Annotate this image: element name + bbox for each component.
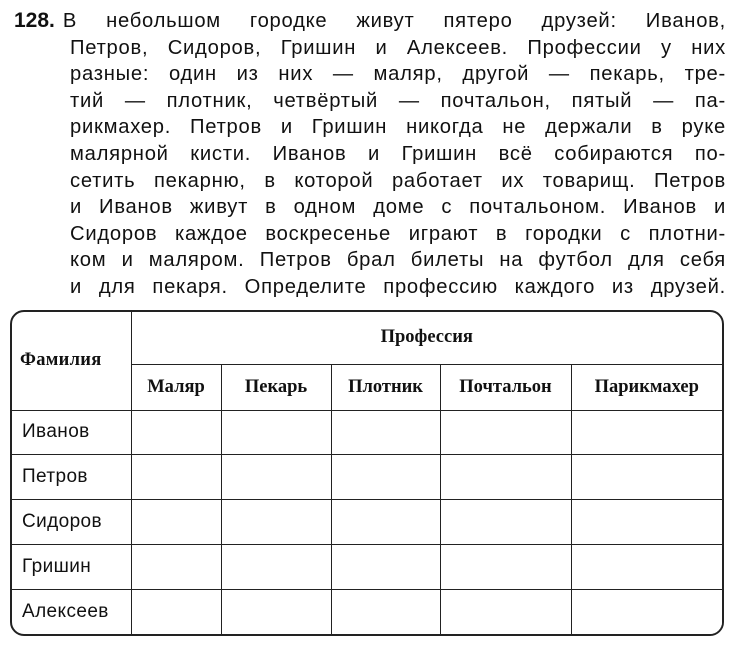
answer-cell[interactable] (440, 410, 571, 455)
problem-text (14, 8, 726, 301)
answer-cell[interactable] (131, 455, 221, 500)
surname-grishin: Гришин (12, 545, 131, 590)
problem-line-3: разные: один из них — маляр, другой — пекарь, тре- (70, 63, 726, 86)
problem-line-6: малярной кисти. Иванов и Гришин всё собираются по- (70, 142, 726, 165)
problem-line-11: и для пекаря. Определите профессию каждого из друзей. (70, 275, 726, 298)
answer-cell[interactable] (571, 545, 722, 590)
surname-petrov: Петров (12, 455, 131, 500)
problem-line-4: тий — плотник, четвёртый — почтальон, пятый — па- (70, 89, 726, 112)
surname-sidorov: Сидоров (12, 500, 131, 545)
answer-cell[interactable] (571, 410, 722, 455)
surname-alekseev: Алексеев (12, 590, 131, 634)
answer-cell[interactable] (221, 455, 331, 500)
problem-line-7: сетить пекарню, в которой работает их товарищ. Петров (70, 169, 726, 192)
answer-cell[interactable] (571, 590, 722, 634)
table-row (12, 500, 722, 545)
surname-header: Фамилия (12, 312, 131, 410)
profession-col-carpenter: Плотник (331, 364, 440, 410)
answer-cell[interactable] (440, 455, 571, 500)
answer-cell[interactable] (440, 500, 571, 545)
answer-cell[interactable] (331, 590, 440, 634)
problem-line-1 (14, 8, 726, 35)
problem-line-8: и Иванов живут в одном доме с почтальоном. Иванов и (70, 196, 726, 219)
answer-cell[interactable] (440, 545, 571, 590)
answer-cell[interactable] (331, 410, 440, 455)
table-row (12, 545, 722, 590)
surname-ivanov: Иванов (12, 410, 131, 455)
answer-cell[interactable] (571, 455, 722, 500)
answer-cell[interactable] (131, 500, 221, 545)
answer-cell[interactable] (131, 590, 221, 634)
table-row (12, 410, 722, 455)
answer-cell[interactable] (331, 545, 440, 590)
answer-cell[interactable] (221, 410, 331, 455)
answer-cell[interactable] (221, 590, 331, 634)
answer-cell[interactable] (221, 545, 331, 590)
table-row (12, 455, 722, 500)
table-row (12, 590, 722, 634)
answer-cell[interactable] (571, 500, 722, 545)
problem-line-5: рикмахер. Петров и Гришин никогда не держали в руке (70, 116, 726, 139)
profession-table (10, 310, 724, 636)
answer-cell[interactable] (131, 410, 221, 455)
profession-col-baker: Пекарь (221, 364, 331, 410)
profession-col-painter: Маляр (131, 364, 221, 410)
answer-cell[interactable] (331, 500, 440, 545)
problem-line-text: В небольшом городке живут пятеро друзей: Иванов, (62, 10, 726, 32)
profession-header: Профессия (131, 312, 722, 364)
problem-number: 128. (14, 9, 55, 32)
profession-col-hairdresser: Парикмахер (571, 364, 722, 410)
answer-cell[interactable] (440, 590, 571, 634)
problem-line-10: ком и маляром. Петров брал билеты на футбол для себя (70, 249, 726, 272)
answer-cell[interactable] (131, 545, 221, 590)
profession-col-postman: Почтальон (440, 364, 571, 410)
answer-cell[interactable] (221, 500, 331, 545)
answer-cell[interactable] (331, 455, 440, 500)
problem-line-2: Петров, Сидоров, Гришин и Алексеев. Профессии у них (70, 36, 726, 59)
problem-line-9: Сидоров каждое воскресенье играют в городки с плотни- (70, 222, 726, 245)
